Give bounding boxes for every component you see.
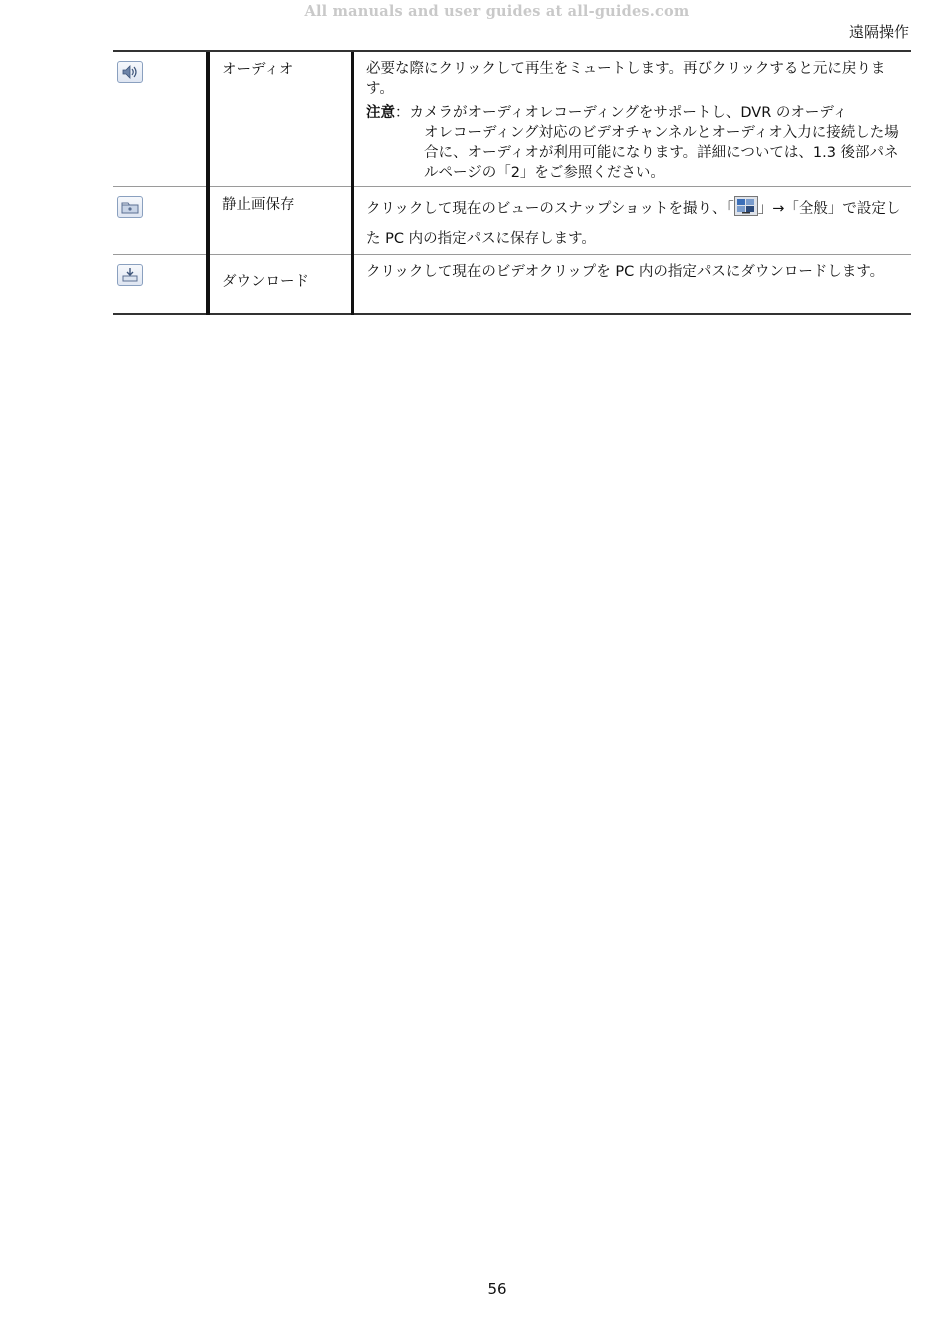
function-name: 静止画保存 xyxy=(222,197,295,213)
description-cell xyxy=(353,52,912,187)
remote-operation-table xyxy=(113,52,911,315)
function-description xyxy=(366,194,903,254)
watermark-text: All manuals and user guides at all-guides.com xyxy=(304,3,690,20)
name-cell xyxy=(208,52,353,187)
description-cell xyxy=(353,255,912,315)
note-first-line: カメラがオーディオレコーディングをサポートし、DVR のオーディ xyxy=(409,105,848,121)
table-row-audio xyxy=(113,52,911,187)
speaker-icon[interactable] xyxy=(117,61,143,83)
description-part-2: 」→「全般」で設定した PC 内の指定パスに保存します。 xyxy=(366,201,901,247)
section-title: 遠隔操作 xyxy=(848,23,909,41)
note-block xyxy=(366,103,903,123)
note-label: 注意 xyxy=(366,105,395,121)
note-colon: ： xyxy=(395,105,410,121)
download-icon[interactable] xyxy=(117,264,143,286)
description-cell xyxy=(353,187,912,255)
table-row-snapshot xyxy=(113,187,911,255)
icon-cell xyxy=(113,52,208,187)
page-number: 56 xyxy=(487,1280,507,1298)
table-row-download xyxy=(113,255,911,315)
folder-camera-icon[interactable] xyxy=(117,196,143,218)
name-cell xyxy=(208,187,353,255)
function-name: オーディオ xyxy=(222,62,294,78)
name-cell xyxy=(208,255,353,315)
function-description: クリックして現在のビデオクリップを PC 内の指定パスにダウンロードします。 xyxy=(366,264,885,280)
config-monitor-icon xyxy=(734,196,758,216)
icon-cell xyxy=(113,187,208,255)
icon-cell xyxy=(113,255,208,315)
function-name: ダウンロード xyxy=(222,274,309,290)
description-part-1: クリックして現在のビューのスナップショットを撮り、「 xyxy=(366,201,734,217)
function-description: 必要な際にクリックして再生をミュートします。再びクリックすると元に戻ります。 xyxy=(366,61,886,97)
note-continuation: オレコーディング対応のビデオチャンネルとオーディオ入力に接続した場合に、オーディオが利用可能になります。詳細については、1.3 後部パネルページの「2」をご参照ください。 xyxy=(424,125,899,181)
